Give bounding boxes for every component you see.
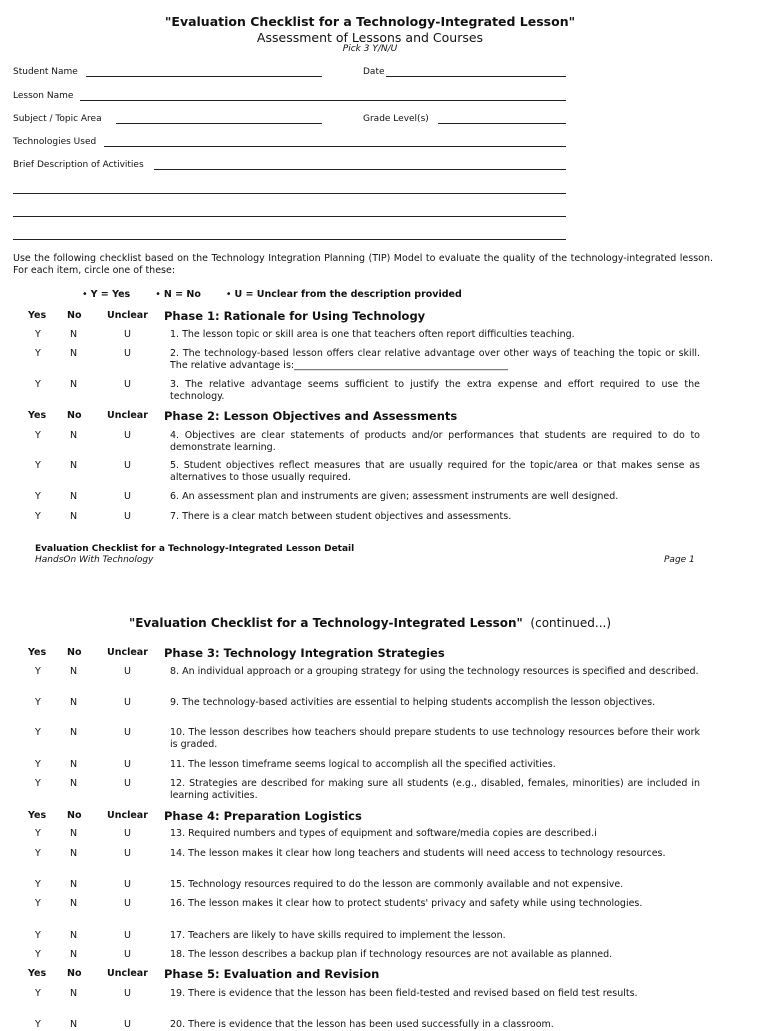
col-header-unclear: Unclear xyxy=(107,410,148,421)
no-option[interactable]: N xyxy=(70,329,78,340)
yes-option[interactable]: Y xyxy=(35,491,41,502)
document-title: "Evaluation Checklist for a Technology-Integrated Lesson" xyxy=(164,14,576,29)
unclear-option[interactable]: U xyxy=(124,1019,131,1030)
col-header-no: No xyxy=(67,968,82,979)
subject-label: Subject / Topic Area xyxy=(13,114,102,124)
col-header-no: No xyxy=(67,810,82,821)
col-header-yes: Yes xyxy=(28,647,47,658)
checklist-item: 20. There is evidence that the lesson has been used successfully in a classroom. xyxy=(170,1019,554,1030)
yes-option[interactable]: Y xyxy=(35,666,41,677)
col-header-yes: Yes xyxy=(28,968,47,979)
yes-option[interactable]: Y xyxy=(35,759,41,770)
checklist-item: 12. Strategies are described for making sure all students (e.g., disabled, females, minorities) are included in learning activities. xyxy=(170,778,700,801)
no-option[interactable]: N xyxy=(70,697,78,708)
no-option[interactable]: N xyxy=(70,666,78,677)
technologies-label: Technologies Used xyxy=(13,137,97,147)
phase-title: Phase 3: Technology Integration Strategies xyxy=(164,646,445,660)
yes-option[interactable]: Y xyxy=(35,988,41,999)
unclear-option[interactable]: U xyxy=(124,697,131,708)
unclear-option[interactable]: U xyxy=(124,511,131,522)
lesson-name-label: Lesson Name xyxy=(13,91,74,101)
footer-title: Evaluation Checklist for a Technology-Integrated Lesson Detail xyxy=(35,544,355,554)
unclear-option[interactable]: U xyxy=(124,988,131,999)
grade-label: Grade Level(s) xyxy=(363,114,429,124)
yes-option[interactable]: Y xyxy=(35,430,41,441)
legend-yes: • Y = Yes xyxy=(82,289,131,300)
no-option[interactable]: N xyxy=(70,430,78,441)
yes-option[interactable]: Y xyxy=(35,949,41,960)
no-option[interactable]: N xyxy=(70,511,78,522)
yes-option[interactable]: Y xyxy=(35,460,41,471)
col-header-yes: Yes xyxy=(28,810,47,821)
document-subtitle: Assessment of Lessons and Courses xyxy=(256,30,484,45)
no-option[interactable]: N xyxy=(70,828,78,839)
unclear-option[interactable]: U xyxy=(124,379,131,390)
unclear-option[interactable]: U xyxy=(124,727,131,738)
checklist-item: 16. The lesson makes it clear how to protect students' privacy and safety while using technologies. xyxy=(170,898,643,909)
yes-option[interactable]: Y xyxy=(35,828,41,839)
checklist-item: 8. An individual approach or a grouping strategy for using the technology resources is specified and described. xyxy=(170,666,699,677)
continued-title: "Evaluation Checklist for a Technology-Integrated Lesson" (continued...) xyxy=(128,616,612,630)
description-label: Brief Description of Activities xyxy=(13,160,144,170)
col-header-yes: Yes xyxy=(28,410,47,421)
checklist-item: 9. The technology-based activities are essential to helping students accomplish the lesson objectives. xyxy=(170,697,656,708)
phase-title: Phase 1: Rationale for Using Technology xyxy=(164,309,426,323)
checklist-item: 11. The lesson timeframe seems logical to accomplish all the specified activities. xyxy=(170,759,556,770)
yes-option[interactable]: Y xyxy=(35,348,41,359)
checklist-item: 18. The lesson describes a backup plan if technology resources are not available as planned. xyxy=(170,949,613,960)
yes-option[interactable]: Y xyxy=(35,727,41,738)
legend xyxy=(82,289,484,300)
checklist-item: 10. The lesson describes how teachers should prepare students to use technology resources before their work is graded. xyxy=(170,727,700,750)
col-header-unclear: Unclear xyxy=(107,310,148,321)
unclear-option[interactable]: U xyxy=(124,949,131,960)
phase-title: Phase 4: Preparation Logistics xyxy=(164,809,362,823)
no-option[interactable]: N xyxy=(70,460,78,471)
footer-subtitle: HandsOn With Technology xyxy=(35,555,154,565)
checklist-item: 17. Teachers are likely to have skills required to implement the lesson. xyxy=(170,930,506,941)
no-option[interactable]: N xyxy=(70,1019,78,1030)
yes-option[interactable]: Y xyxy=(35,898,41,909)
no-option[interactable]: N xyxy=(70,949,78,960)
no-option[interactable]: N xyxy=(70,898,78,909)
checklist-item: 2. The technology-based lesson offers clear relative advantage over other ways of teaching the topic or skill. The relative advantage is:_____________________________________________ xyxy=(170,348,700,371)
col-header-no: No xyxy=(67,647,82,658)
yes-option[interactable]: Y xyxy=(35,930,41,941)
pick-note: Pick 3 Y/N/U xyxy=(342,44,398,54)
col-header-unclear: Unclear xyxy=(107,647,148,658)
unclear-option[interactable]: U xyxy=(124,930,131,941)
col-header-unclear: Unclear xyxy=(107,968,148,979)
unclear-option[interactable]: U xyxy=(124,898,131,909)
no-option[interactable]: N xyxy=(70,848,78,859)
phase-title: Phase 2: Lesson Objectives and Assessments xyxy=(164,409,458,423)
checklist-item: 1. The lesson topic or skill area is one that teachers often report difficulties teaching. xyxy=(170,329,575,340)
unclear-option[interactable]: U xyxy=(124,828,131,839)
description-line[interactable] xyxy=(13,239,566,240)
unclear-option[interactable]: U xyxy=(124,666,131,677)
legend-no: • N = No xyxy=(155,289,201,300)
unclear-option[interactable]: U xyxy=(124,879,131,890)
no-option[interactable]: N xyxy=(70,778,78,789)
no-option[interactable]: N xyxy=(70,491,78,502)
description-field[interactable] xyxy=(154,169,566,170)
col-header-yes: Yes xyxy=(28,310,47,321)
no-option[interactable]: N xyxy=(70,879,78,890)
checklist-item: 4. Objectives are clear statements of products and/or performances that students are required to do to demonstrate learning. xyxy=(170,430,700,453)
checklist-item: 19. There is evidence that the lesson has been field-tested and revised based on field test results. xyxy=(170,988,638,999)
unclear-option[interactable]: U xyxy=(124,329,131,340)
no-option[interactable]: N xyxy=(70,930,78,941)
yes-option[interactable]: Y xyxy=(35,848,41,859)
date-field[interactable] xyxy=(386,76,566,77)
subject-field[interactable] xyxy=(116,123,322,124)
no-option[interactable]: N xyxy=(70,379,78,390)
checklist-item: 15. Technology resources required to do the lesson are commonly available and not expensive. xyxy=(170,879,624,890)
col-header-unclear: Unclear xyxy=(107,810,148,821)
col-header-no: No xyxy=(67,410,82,421)
col-header-no: No xyxy=(67,310,82,321)
unclear-option[interactable]: U xyxy=(124,778,131,789)
checklist-item: 13. Required numbers and types of equipment and software/media copies are described.i xyxy=(170,828,597,839)
yes-option[interactable]: Y xyxy=(35,1019,41,1030)
phase-title: Phase 5: Evaluation and Revision xyxy=(164,967,380,981)
student-name-label: Student Name xyxy=(13,67,78,77)
no-option[interactable]: N xyxy=(70,759,78,770)
date-label: Date xyxy=(363,67,385,77)
lesson-name-field[interactable] xyxy=(80,100,566,101)
yes-option[interactable]: Y xyxy=(35,511,41,522)
unclear-option[interactable]: U xyxy=(124,759,131,770)
unclear-option[interactable]: U xyxy=(124,460,131,471)
checklist-item: 14. The lesson makes it clear how long teachers and students will need access to technology resources. xyxy=(170,848,666,859)
student-name-field[interactable] xyxy=(86,76,322,77)
unclear-option[interactable]: U xyxy=(124,491,131,502)
checklist-item: 3. The relative advantage seems sufficient to justify the extra expense and effort required to use the technology. xyxy=(170,379,700,402)
grade-field[interactable] xyxy=(438,123,566,124)
checklist-item: 5. Student objectives reflect measures that are usually required for the topic/area or that makes sense as alternatives to those usually required. xyxy=(170,460,700,483)
yes-option[interactable]: Y xyxy=(35,778,41,789)
technologies-field[interactable] xyxy=(104,146,566,147)
yes-option[interactable]: Y xyxy=(35,879,41,890)
no-option[interactable]: N xyxy=(70,988,78,999)
description-line[interactable] xyxy=(13,193,566,194)
legend-unclear: • U = Unclear from the description provided xyxy=(225,289,462,300)
page-number: Page 1 xyxy=(664,555,695,565)
unclear-option[interactable]: U xyxy=(124,430,131,441)
checklist-item: 6. An assessment plan and instruments are given; assessment instruments are well designed. xyxy=(170,491,619,502)
yes-option[interactable]: Y xyxy=(35,697,41,708)
checklist-item: 7. There is a clear match between student objectives and assessments. xyxy=(170,511,512,522)
unclear-option[interactable]: U xyxy=(124,348,131,359)
yes-option[interactable]: Y xyxy=(35,329,41,340)
no-option[interactable]: N xyxy=(70,348,78,359)
no-option[interactable]: N xyxy=(70,727,78,738)
yes-option[interactable]: Y xyxy=(35,379,41,390)
instructions-text: Use the following checklist based on the Technology Integration Planning (TIP) Model to evaluate the quality of the technology-integrated lesson. For each item, circle one of these: xyxy=(13,253,713,276)
description-line[interactable] xyxy=(13,216,566,217)
unclear-option[interactable]: U xyxy=(124,848,131,859)
